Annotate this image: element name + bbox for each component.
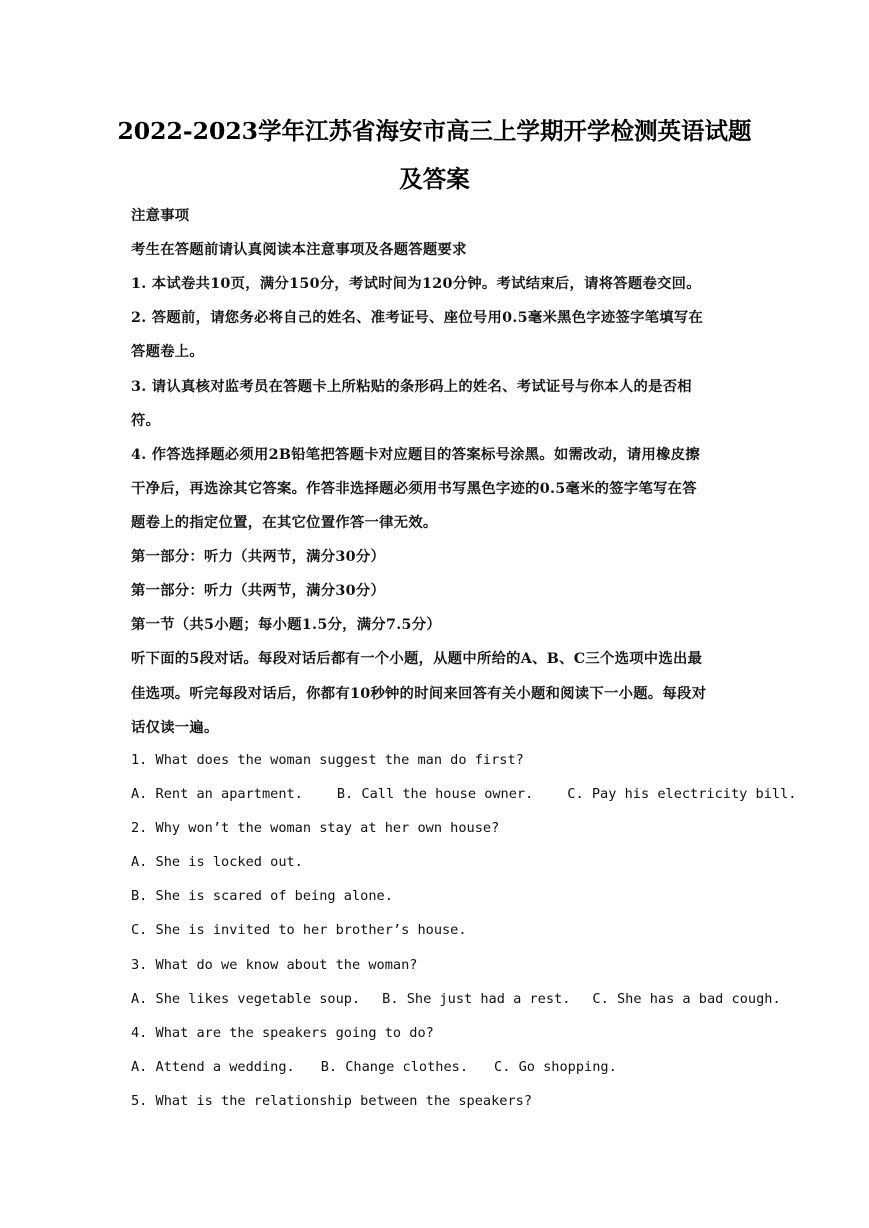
question-2-option-b: B. She is scared of being alone.	[131, 888, 393, 904]
notice-item-4-cont-2: 题卷上的指定位置，在其它位置作答一律无效。	[131, 515, 438, 531]
question-4: 4. What are the speakers going to do?	[131, 1025, 434, 1041]
question-5: 5. What is the relationship between the speakers?	[131, 1093, 533, 1109]
question-2-option-a: A. She is locked out.	[131, 854, 303, 870]
notice-item-2-cont: 答题卷上。	[131, 344, 204, 360]
option-a: A. Rent an apartment.	[131, 786, 303, 802]
notice-intro: 考生在答题前请认真阅读本注意事项及各题答题要求	[131, 242, 467, 258]
option-c: C. Go shopping.	[494, 1059, 617, 1075]
option-b: B. Change clothes.	[320, 1059, 469, 1075]
question-4-options	[131, 1059, 617, 1075]
option-b: B. Call the house owner.	[336, 786, 534, 802]
notice-item-3: 3. 请认真核对监考员在答题卡上所粘贴的条形码上的姓名、考试证号与你本人的是否相	[131, 379, 692, 395]
notice-item-4: 4. 作答选择题必须用2B铅笔把答题卡对应题目的答案标号涂黑。如需改动，请用橡皮擦	[131, 447, 700, 463]
section-heading-2: 第一部分：听力（共两节，满分30分）	[131, 583, 386, 599]
notice-item-1: 1. 本试卷共10页，满分150分，考试时间为120分钟。考试结束后，请将答题卷交回。	[131, 276, 701, 292]
option-a: A. She likes vegetable soup.	[131, 991, 361, 1007]
question-2: 2. Why won’t the woman stay at her own house?	[131, 820, 500, 836]
option-c: C. Pay his electricity bill.	[567, 786, 797, 802]
section-heading-1: 第一部分：听力（共两节，满分30分）	[131, 549, 386, 565]
question-1: 1. What does the woman suggest the man do first?	[131, 752, 524, 768]
notice-item-4-cont-1: 干净后，再选涂其它答案。作答非选择题必须用书写黑色字迹的0.5毫米的签字笔写在答	[131, 481, 697, 497]
option-c: C. She has a bad cough.	[592, 991, 781, 1007]
question-2-option-c: C. She is invited to her brother’s house.	[131, 922, 467, 938]
question-1-options	[131, 786, 796, 802]
instructions-line-3: 话仅读一遍。	[131, 720, 219, 736]
instructions-line-2: 佳选项。听完每段对话后，你都有10秒钟的时间来回答有关小题和阅读下一小题。每段对	[131, 686, 707, 702]
question-3: 3. What do we know about the woman?	[131, 957, 418, 973]
document-title-line-1: 2022-2023学年江苏省海安市高三上学期开学检测英语试题	[117, 117, 752, 145]
document-title-line-2: 及答案	[399, 165, 470, 193]
notice-item-3-cont: 符。	[131, 413, 161, 429]
subsection-heading: 第一节（共5小题；每小题1.5分，满分7.5分）	[131, 617, 441, 633]
question-3-options	[131, 991, 781, 1007]
option-b: B. She just had a rest.	[382, 991, 571, 1007]
notice-heading: 注意事项	[131, 208, 190, 224]
option-a: A. Attend a wedding.	[131, 1059, 295, 1075]
notice-item-2: 2. 答题前，请您务必将自己的姓名、准考证号、座位号用0.5毫米黑色字迹签字笔填写在	[131, 310, 704, 326]
instructions-line-1: 听下面的5段对话。每段对话后都有一个小题，从题中所给的A、B、C三个选项中选出最	[131, 651, 703, 667]
